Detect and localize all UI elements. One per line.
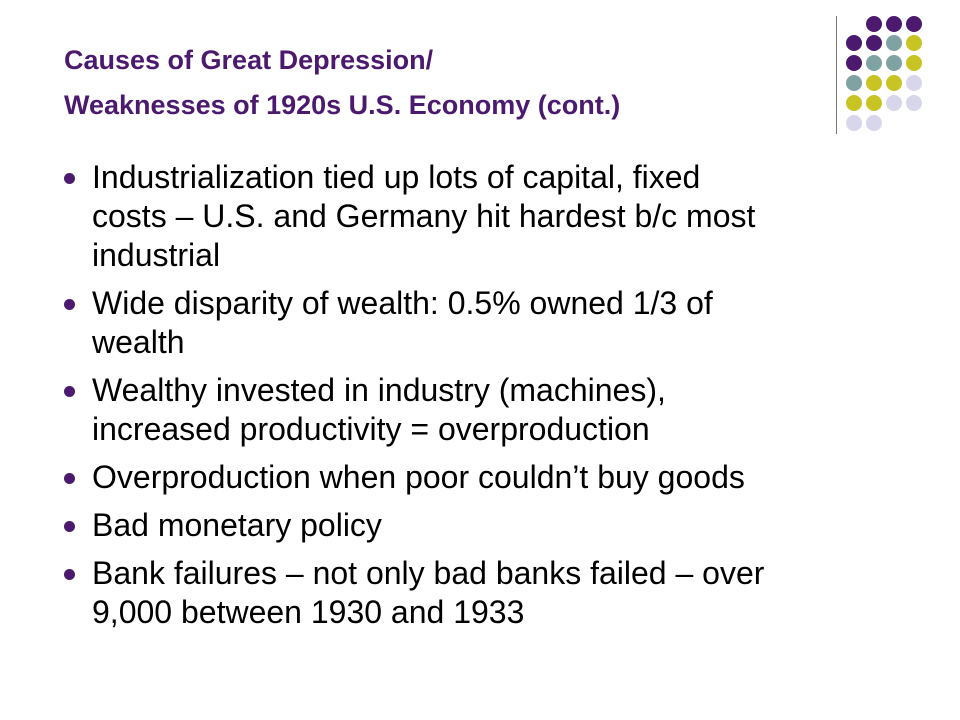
decorative-dot [886, 75, 902, 91]
bullet-text-line: Wealthy invested in industry (machines), [92, 372, 666, 408]
decorative-dot [846, 35, 862, 51]
decorative-dot [866, 35, 882, 51]
decorative-dot [906, 35, 922, 51]
decorative-dot [866, 115, 882, 131]
decorative-dot [846, 115, 862, 131]
decorative-dot [846, 55, 862, 71]
bullet-text-line: wealth [92, 324, 185, 360]
decorative-dot [866, 55, 882, 71]
bullet-text-line: Overproduction when poor couldn’t buy goods [92, 459, 745, 495]
bullet-item [64, 158, 944, 275]
decorative-dot [846, 95, 862, 111]
bullet-text-line: Industrialization tied up lots of capital, fixed [92, 159, 701, 195]
bullet-dot-icon [64, 173, 75, 184]
decorative-dot [886, 16, 902, 32]
title-line-1: Causes of Great Depression/ [64, 45, 434, 75]
bullet-text-line: industrial [92, 237, 221, 273]
bullet-dot-icon [64, 386, 75, 397]
bullet-dot-icon [64, 473, 75, 484]
decorative-dot [886, 55, 902, 71]
bullet-text-line: 9,000 between 1930 and 1933 [92, 594, 525, 630]
bullet-list [64, 158, 944, 641]
decorative-dot [866, 16, 882, 32]
bullet-dot-icon [64, 521, 75, 532]
decorative-dot [866, 95, 882, 111]
bullet-dot-icon [64, 569, 75, 580]
decorative-dot [886, 35, 902, 51]
bullet-item [64, 554, 944, 632]
bullet-text-line: costs – U.S. and Germany hit hardest b/c most [92, 198, 756, 234]
bullet-dot-icon [64, 299, 75, 310]
bullet-text-line: Wide disparity of wealth: 0.5% owned 1/3 of [92, 285, 713, 321]
bullet-item [64, 506, 944, 545]
bullet-item [64, 284, 944, 362]
decorative-dot [846, 75, 862, 91]
decorative-dot [906, 75, 922, 91]
title-line-2: Weaknesses of 1920s U.S. Economy (cont.) [64, 90, 621, 120]
decorative-dot-grid [0, 0, 960, 160]
bullet-text-line: increased productivity = overproduction [92, 411, 650, 447]
bullet-text-line: Bank failures – not only bad banks failed – over [92, 555, 765, 591]
decorative-dot [906, 95, 922, 111]
bullet-item [64, 371, 944, 449]
decorative-dot [866, 75, 882, 91]
bullet-text-line: Bad monetary policy [92, 507, 382, 543]
decorative-dot [886, 95, 902, 111]
decorative-dot [906, 16, 922, 32]
decorative-dot [906, 55, 922, 71]
bullet-item [64, 458, 944, 497]
